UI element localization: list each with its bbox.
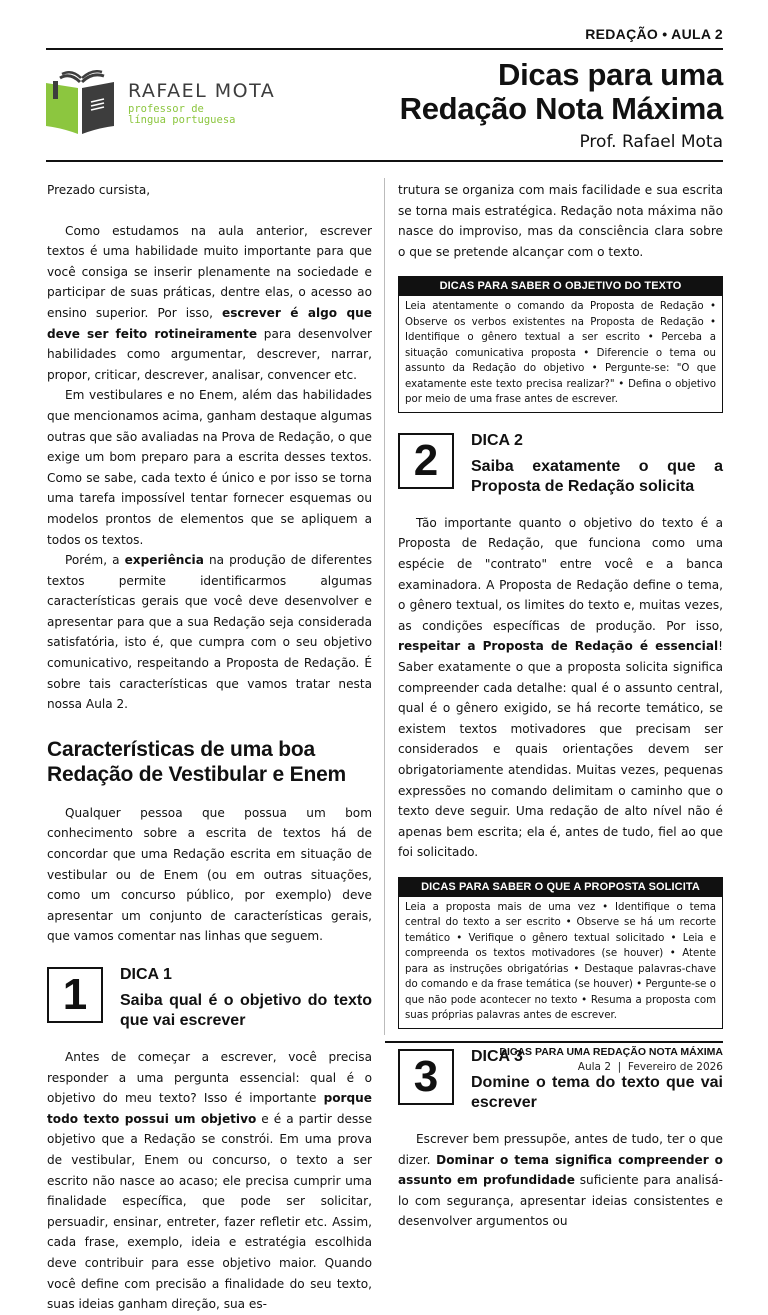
section-paragraph: Qualquer pessoa que possua um bom conhecimento sobre a escrita de textos há de concordar que uma Redação escrita em situação de vestibular ou de Enem (ou em outras situações, como um concurso público, por exemplo) deve apresentar um conjunto de características gerais, que vamos comentar nas linhas que seguem. bbox=[47, 805, 372, 944]
dica-3-paragraph bbox=[398, 1129, 723, 1232]
brand-logo bbox=[46, 70, 276, 136]
column-divider bbox=[384, 178, 385, 1035]
text-run: Porém, a bbox=[65, 553, 125, 568]
dica-2-title: Saiba exatamente o que a Proposta de Redação solicita bbox=[471, 457, 723, 495]
bold-text: escrever é algo que deve ser feito rotineiramente bbox=[47, 305, 372, 341]
text-run: e é a partir desse objetivo que a Redação se constrói. Em uma prova de vestibular, Enem ou concurso, o texto a ser escrito não nasce ao acaso; ele precisa cumprir uma finalidade específica, que pode ser solicitar, persuadir, ensinar, entreter, fazer refletir etc. Assim, cada frase, exemplo, ideia e estratégia escolhida deve contribuir para esse objetivo maior. Quando você define com precisão a finalidade do seu texto, suas ideias ganham direção, sua es- bbox=[47, 1111, 373, 1312]
tips-box-objective-body: Leia atentamente o comando da Proposta de Redação • Observe os verbos existentes na Proposta de Redação • Identifique o gênero textual a ser escrito • Perceba a situação comunicativa proposta • Diferencie o tema ou assunto da Redação do objetivo • Pergunte-se: "O que exatamente este texto precisa realizar?" • Defina o objetivo por meio de uma frase antes de escrever. bbox=[405, 301, 716, 406]
dica-2-label: DICA 2 bbox=[471, 431, 523, 449]
logo-name: RAFAEL MOTA bbox=[128, 80, 276, 102]
tips-box-objective bbox=[398, 276, 723, 413]
open-book-icon bbox=[46, 70, 116, 136]
dica-1-paragraph bbox=[47, 1047, 372, 1315]
page-title bbox=[400, 58, 723, 126]
dica-1-title: Saiba qual é o objetivo do texto que vai escrever bbox=[120, 992, 372, 1029]
text-run: suficiente para analisá-lo com segurança, apresentar ideias consistentes e desenvolver argumentos ou bbox=[398, 1173, 723, 1229]
dica-1-number-box: 1 bbox=[47, 967, 103, 1023]
bold-text: Dominar o tema significa compreender o assunto em profundidade bbox=[398, 1152, 723, 1188]
logo-subtitle-line2: língua portuguesa bbox=[128, 114, 236, 126]
section-heading: Características de uma boa Redação de Vestibular e Enem bbox=[47, 737, 347, 786]
bold-text: experiência bbox=[124, 553, 204, 568]
salutation: Prezado cursista, bbox=[47, 183, 151, 197]
logo-subtitle bbox=[128, 104, 235, 126]
intro-paragraph-2: Em vestibulares e no Enem, além das habilidades que mencionamos acima, ganham destaque algumas outras que são avaliadas na Prova de Redação, o que exige um bom preparo para a escrita desses textos. Como se sabe, cada texto é único e por isso se torna uma tarefa impossível tentar fornecer esquemas ou modelos prontos de elementos que se apliquem a todos os textos. bbox=[47, 388, 372, 547]
tips-box-objective-heading: DICAS PARA SABER O OBJETIVO DO TEXTO bbox=[399, 277, 722, 296]
tips-box-proposal-body: Leia a proposta mais de uma vez • Identifique o tema central do texto a ser escrito • Observe se há um recorte temático • Verifique o gênero textual solicitado • Leia e compreenda os textos motivadores (se houver) • Atente para as instruções obrigatórias • Destaque palavras-chave do comando e da frase temática (se houver) • Pergunte-se o que não pode acontecer no texto • Resuma a proposta com suas próprias palavras antes de escrever. bbox=[405, 901, 716, 1022]
dica-1-label: DICA 1 bbox=[120, 966, 172, 983]
tips-box-proposal-heading: DICAS PARA SABER O QUE A PROPOSTA SOLICITA bbox=[399, 878, 722, 897]
left-column bbox=[47, 180, 372, 1315]
text-run: Como estudamos na aula anterior, escrever textos é uma habilidade muito importante para que você consiga se inserir plenamente na sociedade e participar de suas práticas, dentre elas, o acesso ao ensino superior. Por isso, bbox=[47, 223, 372, 320]
dica-3-label: DICA 3 bbox=[471, 1047, 523, 1065]
dica-1-continuation: trutura se organiza com mais facilidade e sua escrita se torna mais estratégica. Redação nota máxima não nasce do improviso, mas da consciência clara sobre o que se pretende alcançar com o texto. bbox=[398, 183, 723, 259]
footer-title: DICAS PARA UMA REDAÇÃO NOTA MÁXIMA bbox=[499, 1046, 723, 1058]
page-title-line2: Redação Nota Máxima bbox=[399, 91, 723, 126]
text-run: Escrever bem pressupõe, antes de tudo, ter o que dizer. bbox=[398, 1131, 723, 1167]
intro-paragraph-1 bbox=[47, 221, 372, 386]
text-run: para desenvolver habilidades como argumentar, descrever, narrar, propor, criticar, descrever, analisar, convencer etc. bbox=[47, 326, 372, 382]
bold-text: porque todo texto possui um objetivo bbox=[47, 1091, 372, 1126]
page-title-line1: Dicas para uma bbox=[498, 57, 723, 92]
dica-3-number-box: 3 bbox=[398, 1049, 454, 1105]
intro-paragraph-3 bbox=[47, 550, 372, 715]
tips-box-proposal bbox=[398, 877, 723, 1029]
author-name: Prof. Rafael Mota bbox=[579, 132, 723, 152]
header-bottom-rule bbox=[46, 160, 723, 162]
dica-3-title: Domine o tema do texto que vai escrever bbox=[471, 1073, 723, 1111]
footer-subtitle: Aula 2 | Fevereiro de 2026 bbox=[577, 1061, 723, 1073]
dica-2-paragraph bbox=[398, 513, 723, 863]
dica-2-header bbox=[398, 431, 723, 497]
text-run: Antes de começar a escrever, você precisa responder a uma pergunta essencial: qual é o objetivo do meu texto? Isso é importante bbox=[47, 1050, 372, 1106]
logo-subtitle-line1: professor de bbox=[128, 103, 204, 115]
text-run: ! Saber exatamente o que a proposta solicita significa compreender cada detalhe: qual é o assunto central, qual é o gênero exigido, se há recorte temático, se existem textos motivadores que precisam ser considerados e quais orientações devem ser obrigatoriamente atendidas. Muitas vezes, pequenas expressões no comando delimitam o caminho que o texto deve seguir. Uma redação de alto nível não é apenas bem escrita; ela é, antes de tudo, fiel ao que foi solicitado. bbox=[398, 639, 723, 860]
text-run: na produção de diferentes textos permite identificarmos algumas características gerais que você deve desenvolver e apresentar para que a sua Redação seja considerada satisfatória, isto é, que cumpra com o seu objetivo comunicativo, respeitando a Proposta de Redação. É sobre tais características que vamos tratar nesta nossa Aula 2. bbox=[47, 553, 372, 712]
footer-rule bbox=[385, 1041, 723, 1043]
text-run: Tão importante quanto o objetivo do texto é a Proposta de Redação, que funciona como uma espécie de "contrato" entre você e a banca examinadora. A Proposta de Redação define o tema, o gênero textual, os limites do texto e, muitas vezes, as condições específicas de produção. Por isso, bbox=[398, 515, 723, 633]
header-top-rule bbox=[46, 48, 723, 50]
dica-2-number-box: 2 bbox=[398, 433, 454, 489]
dica-1-header bbox=[47, 965, 372, 1031]
bold-text: respeitar a Proposta de Redação é essencial bbox=[398, 639, 719, 654]
lesson-tag: REDAÇÃO • AULA 2 bbox=[585, 26, 723, 42]
right-column bbox=[398, 180, 723, 1232]
